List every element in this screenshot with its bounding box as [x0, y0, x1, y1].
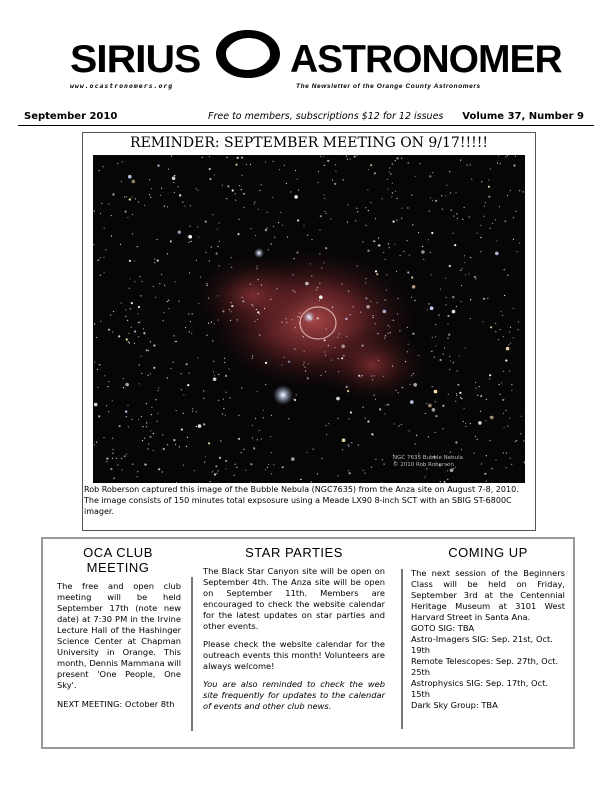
photo-credit-line2: © 2010 Rob Roberson	[393, 462, 454, 468]
masthead-title-left: SIRIUS	[70, 38, 201, 81]
coming-up-intro: The next session of the Beginners Class will be held on Friday, September 3rd at the Centennial Heritage Museum at 3101 West Harvard Street in Santa Ana.	[411, 568, 565, 622]
photo-credit-line1: NGC 7635 Bubble Nebula	[393, 455, 463, 461]
coming-up-column	[411, 545, 565, 711]
list-item: GOTO SIG: TBA	[411, 623, 475, 633]
star-parties-p3: You are also reminded to check the web site frequently for updates to the calendar of events and other club news.	[203, 679, 385, 711]
feature-box	[82, 132, 536, 531]
issue-volume: Volume 37, Number 9	[462, 111, 584, 122]
star-parties-p1: The Black Star Canyon site will be open on September 4th. The Anza site will be open on September 11th. Members are encouraged to check the website calendar for the latest updates on star parties and other events.	[203, 566, 385, 631]
subscription-note: Free to members, subscriptions $12 for 12 issues	[208, 111, 444, 122]
swirl-logo-icon	[208, 24, 288, 84]
feature-headline: REMINDER: SEPTEMBER MEETING ON 9/17!!!!!	[130, 135, 488, 151]
masthead-title-right: ASTRONOMER	[290, 38, 562, 81]
news-columns	[41, 537, 575, 749]
masthead-tagline: The Newsletter of the Orange County Astronomers	[296, 83, 481, 90]
star-parties-p2: Please check the website calendar for the outreach events this month! Volunteers are always welcome!	[203, 639, 385, 671]
column-divider	[191, 577, 193, 731]
column-divider	[401, 569, 403, 729]
photo-caption: Rob Roberson captured this image of the Bubble Nebula (NGC7635) from the Anza site on August 7-8, 2010. The image consists of 150 minutes total expsosure using a Meade LX90 8-inch SCT with an SBIG ST-6800C imager.	[84, 485, 519, 516]
issue-bar	[18, 111, 594, 126]
list-item: Astrophysics SIG: Sep. 17th, Oct. 15th	[411, 678, 548, 699]
masthead	[0, 20, 612, 100]
star-parties-heading: STAR PARTIES	[245, 545, 343, 560]
list-item: Astro-Imagers SIG: Sep. 21st, Oct. 19th	[411, 634, 553, 655]
photo-credit	[393, 455, 463, 469]
star-parties-column	[203, 545, 385, 719]
masthead-url: www.ocastronomers.org	[70, 82, 174, 90]
starfield-image	[93, 155, 525, 483]
club-meeting-column	[51, 545, 185, 718]
list-item: Remote Telescopes: Sep. 27th, Oct. 25th	[411, 656, 559, 677]
club-meeting-body: The free and open club meeting will be held September 17th (note new date) at 7:30 PM in the Irvine Lecture Hall of the Hashinger Science Center at Chapman University in Orange. This month, Dennis Mammana will present 'One People, One Sky'.	[57, 581, 181, 690]
next-meeting: NEXT MEETING: October 8th	[57, 699, 175, 709]
list-item: Dark Sky Group: TBA	[411, 700, 498, 710]
club-meeting-heading: OCA CLUB MEETING	[83, 545, 153, 575]
issue-date: September 2010	[24, 111, 118, 122]
coming-up-heading: COMING UP	[448, 545, 528, 560]
bubble-nebula-photo	[93, 155, 525, 483]
